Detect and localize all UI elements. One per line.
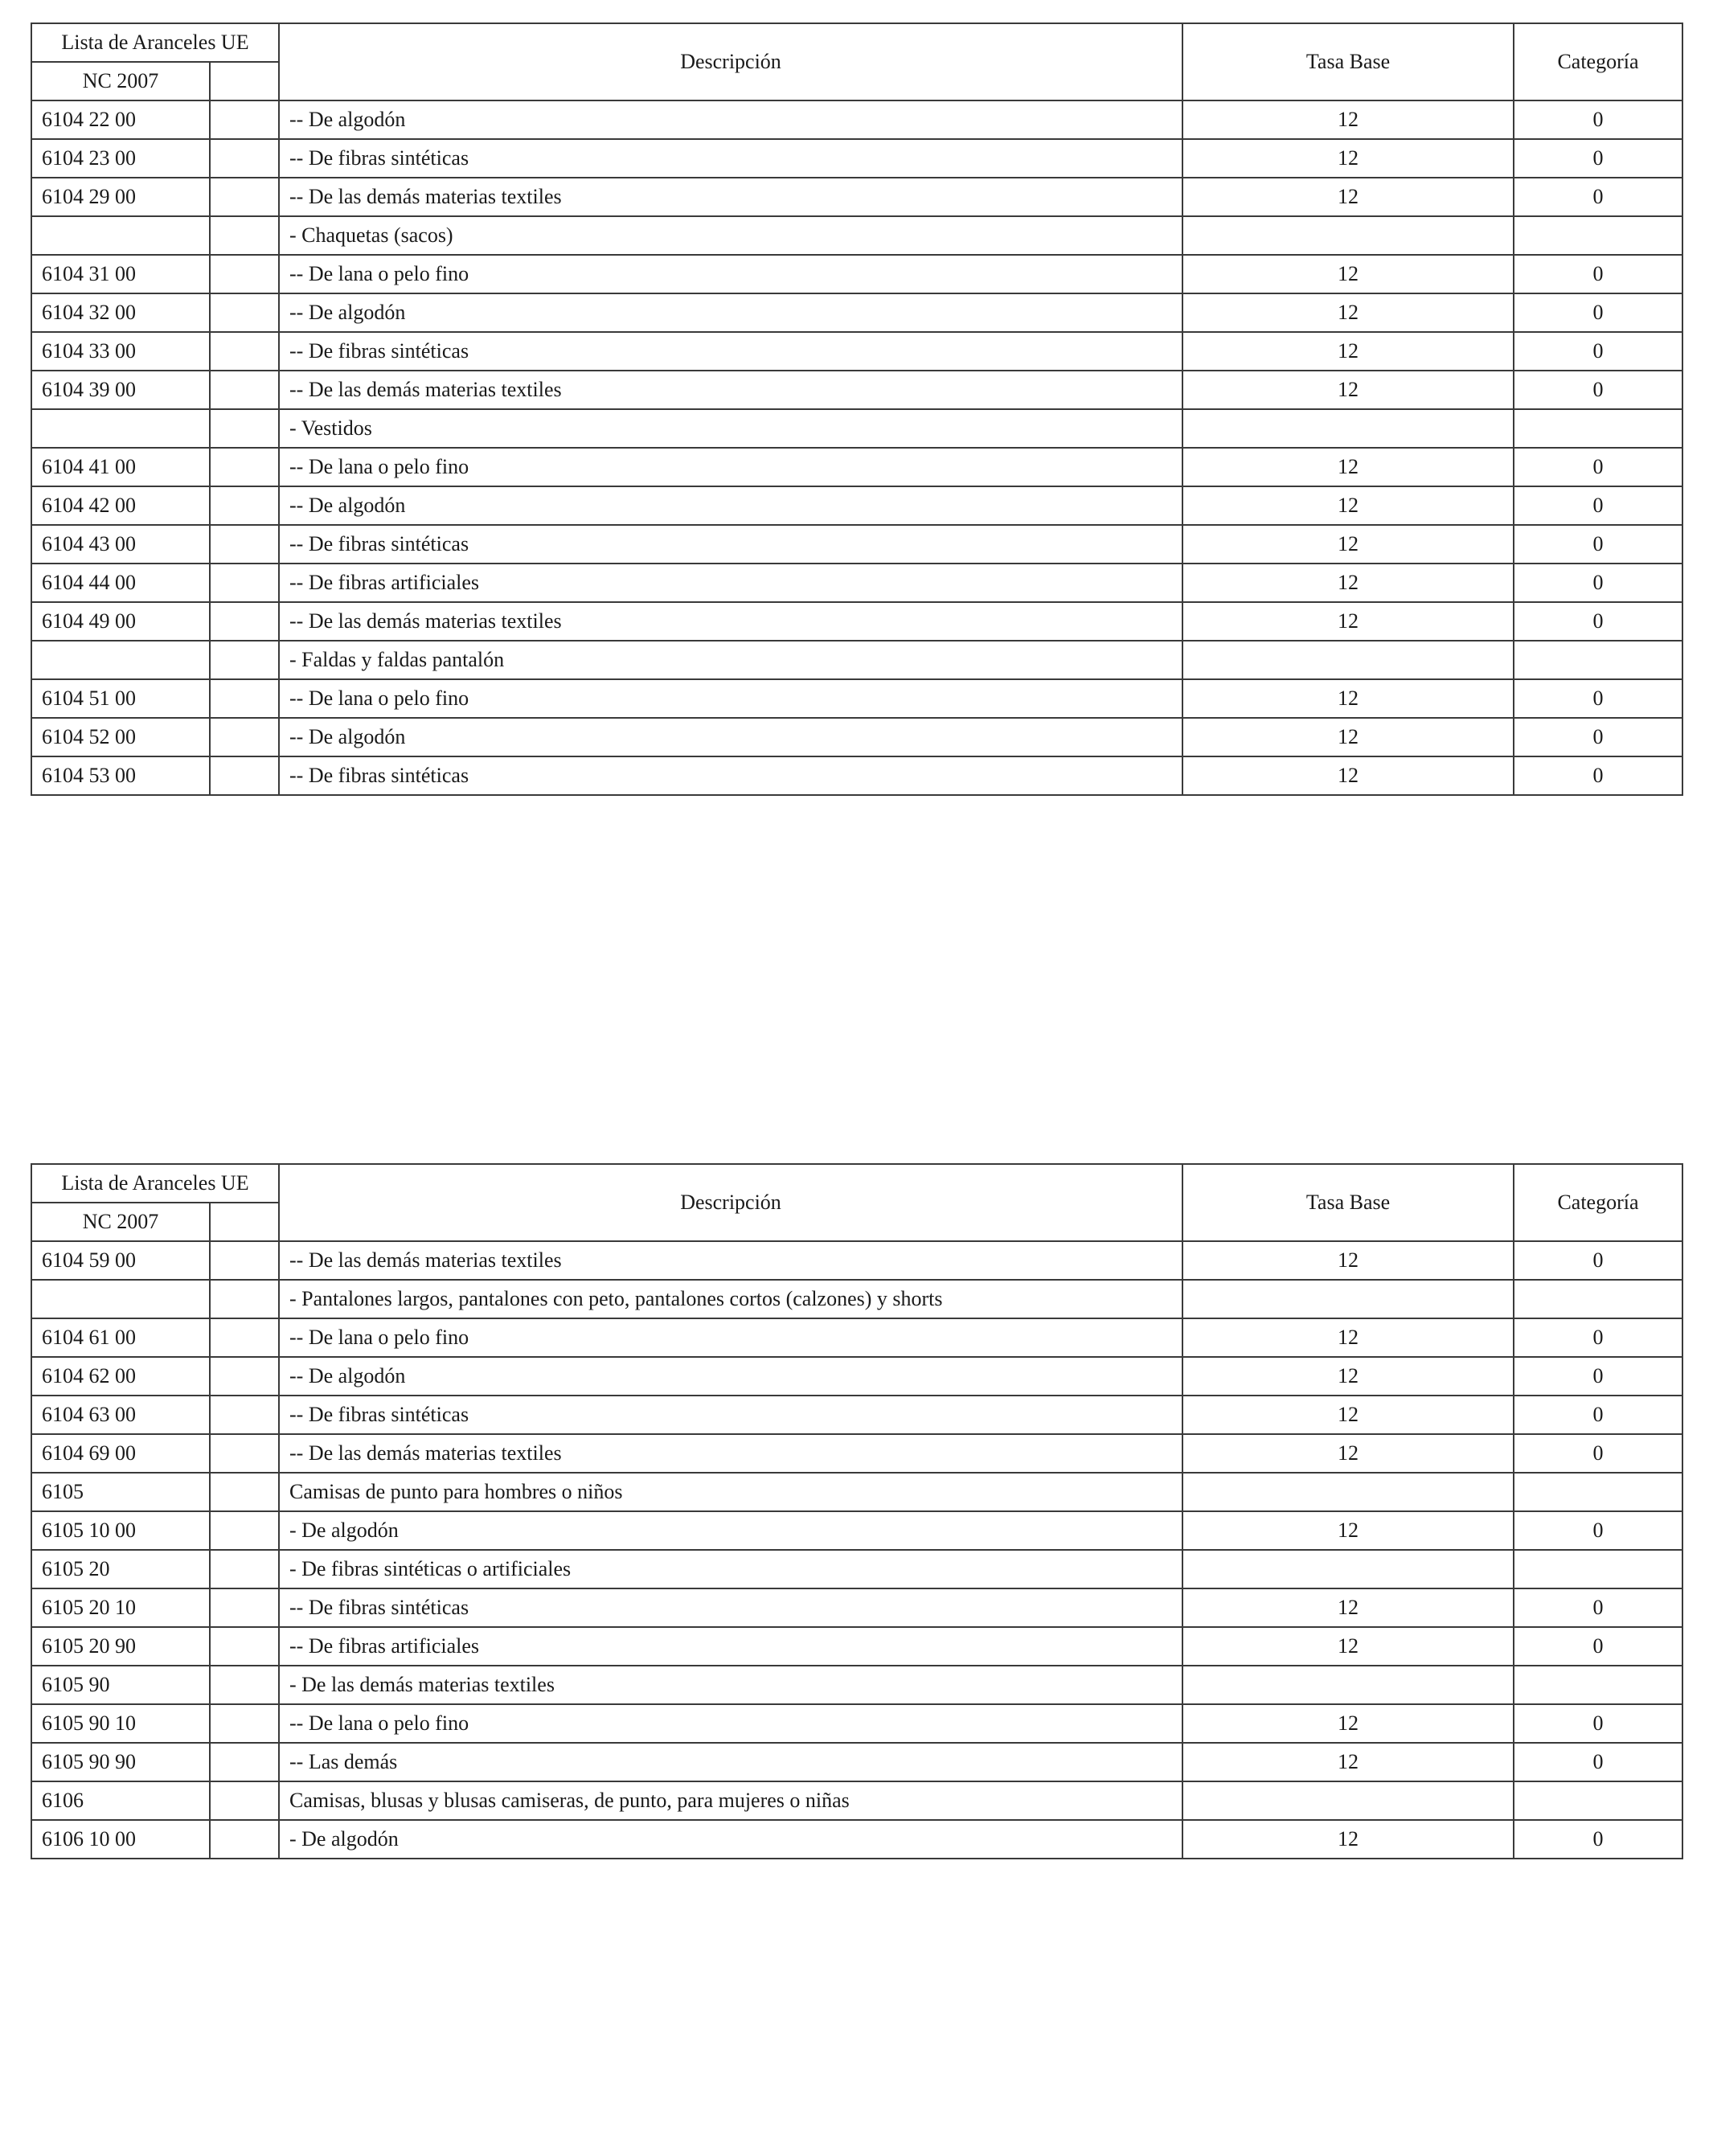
cell-sub <box>210 332 279 371</box>
cell-sub <box>210 448 279 486</box>
cell-tasa-base: 12 <box>1182 1318 1514 1357</box>
cell-nc-code: 6106 <box>31 1781 210 1820</box>
cell-categoria: 0 <box>1514 332 1682 371</box>
table-row <box>31 1357 1682 1396</box>
cell-sub <box>210 1781 279 1820</box>
header-empty-cell <box>210 1203 279 1241</box>
cell-nc-code <box>31 1280 210 1318</box>
cell-description: -- De lana o pelo fino <box>279 679 1182 718</box>
cell-nc-code: 6105 90 <box>31 1666 210 1704</box>
cell-categoria: 0 <box>1514 1357 1682 1396</box>
table-row <box>31 1704 1682 1743</box>
cell-tasa-base: 12 <box>1182 486 1514 525</box>
cell-categoria: 0 <box>1514 178 1682 216</box>
cell-tasa-base: 12 <box>1182 1434 1514 1473</box>
cell-categoria <box>1514 1473 1682 1511</box>
cell-tasa-base: 12 <box>1182 371 1514 409</box>
table-row <box>31 1473 1682 1511</box>
cell-categoria: 0 <box>1514 525 1682 564</box>
cell-categoria <box>1514 409 1682 448</box>
table-row <box>31 409 1682 448</box>
table-row <box>31 448 1682 486</box>
cell-description: - De fibras sintéticas o artificiales <box>279 1550 1182 1588</box>
cell-description: -- De las demás materias textiles <box>279 178 1182 216</box>
cell-categoria: 0 <box>1514 293 1682 332</box>
cell-nc-code: 6105 90 10 <box>31 1704 210 1743</box>
cell-description: -- De algodón <box>279 486 1182 525</box>
cell-sub <box>210 1396 279 1434</box>
cell-sub <box>210 100 279 139</box>
cell-description: Camisas de punto para hombres o niños <box>279 1473 1182 1511</box>
cell-nc-code: 6105 <box>31 1473 210 1511</box>
cell-description: -- De fibras sintéticas <box>279 525 1182 564</box>
table-body-1 <box>31 100 1682 795</box>
cell-nc-code: 6104 69 00 <box>31 1434 210 1473</box>
tariff-table-2 <box>31 1163 1683 1859</box>
table-row <box>31 1318 1682 1357</box>
table-row <box>31 100 1682 139</box>
table-row <box>31 756 1682 795</box>
table-row <box>31 1550 1682 1588</box>
cell-tasa-base: 12 <box>1182 1704 1514 1743</box>
cell-description: -- De fibras sintéticas <box>279 756 1182 795</box>
cell-nc-code: 6104 62 00 <box>31 1357 210 1396</box>
cell-categoria <box>1514 1550 1682 1588</box>
cell-tasa-base: 12 <box>1182 1357 1514 1396</box>
cell-tasa-base: 12 <box>1182 255 1514 293</box>
table-row <box>31 641 1682 679</box>
table-row <box>31 679 1682 718</box>
table-row <box>31 1666 1682 1704</box>
cell-categoria: 0 <box>1514 602 1682 641</box>
cell-description: - Vestidos <box>279 409 1182 448</box>
cell-nc-code: 6104 52 00 <box>31 718 210 756</box>
cell-categoria: 0 <box>1514 1704 1682 1743</box>
cell-tasa-base: 12 <box>1182 564 1514 602</box>
cell-sub <box>210 641 279 679</box>
cell-description: - De las demás materias textiles <box>279 1666 1182 1704</box>
table-row <box>31 178 1682 216</box>
cell-tasa-base: 12 <box>1182 1241 1514 1280</box>
table-row <box>31 293 1682 332</box>
table-row <box>31 1588 1682 1627</box>
cell-categoria: 0 <box>1514 756 1682 795</box>
header-categoria: Categoría <box>1514 23 1682 100</box>
header-lista-aranceles: Lista de Aranceles UE <box>31 23 279 62</box>
cell-sub <box>210 1666 279 1704</box>
table-row <box>31 486 1682 525</box>
cell-sub <box>210 1357 279 1396</box>
cell-categoria: 0 <box>1514 1318 1682 1357</box>
cell-description: - De algodón <box>279 1820 1182 1859</box>
cell-sub <box>210 255 279 293</box>
cell-description: -- De algodón <box>279 1357 1182 1396</box>
cell-tasa-base: 12 <box>1182 332 1514 371</box>
cell-tasa-base: 12 <box>1182 1743 1514 1781</box>
table-row <box>31 255 1682 293</box>
cell-tasa-base <box>1182 1550 1514 1588</box>
header-descripcion: Descripción <box>279 1164 1182 1241</box>
cell-description: -- De lana o pelo fino <box>279 1318 1182 1357</box>
cell-description: -- De algodón <box>279 100 1182 139</box>
cell-nc-code: 6104 22 00 <box>31 100 210 139</box>
table-row <box>31 525 1682 564</box>
cell-tasa-base: 12 <box>1182 1588 1514 1627</box>
table-row <box>31 718 1682 756</box>
cell-sub <box>210 602 279 641</box>
cell-tasa-base: 12 <box>1182 756 1514 795</box>
cell-categoria: 0 <box>1514 371 1682 409</box>
cell-description: -- De algodón <box>279 293 1182 332</box>
cell-sub <box>210 756 279 795</box>
cell-categoria: 0 <box>1514 718 1682 756</box>
table-row <box>31 1396 1682 1434</box>
cell-tasa-base: 12 <box>1182 1627 1514 1666</box>
table-row <box>31 216 1682 255</box>
cell-sub <box>210 564 279 602</box>
header-tasa-base: Tasa Base <box>1182 1164 1514 1241</box>
cell-nc-code: 6104 61 00 <box>31 1318 210 1357</box>
cell-tasa-base <box>1182 409 1514 448</box>
cell-nc-code: 6105 20 <box>31 1550 210 1588</box>
cell-sub <box>210 486 279 525</box>
cell-tasa-base: 12 <box>1182 679 1514 718</box>
cell-categoria: 0 <box>1514 1743 1682 1781</box>
cell-nc-code: 6104 33 00 <box>31 332 210 371</box>
table-row <box>31 564 1682 602</box>
cell-categoria: 0 <box>1514 679 1682 718</box>
cell-nc-code: 6104 42 00 <box>31 486 210 525</box>
cell-sub <box>210 1743 279 1781</box>
cell-sub <box>210 178 279 216</box>
cell-categoria <box>1514 1666 1682 1704</box>
cell-tasa-base <box>1182 1473 1514 1511</box>
cell-sub <box>210 216 279 255</box>
cell-categoria: 0 <box>1514 1511 1682 1550</box>
cell-description: -- De fibras artificiales <box>279 564 1182 602</box>
cell-sub <box>210 293 279 332</box>
table-row <box>31 1511 1682 1550</box>
cell-categoria: 0 <box>1514 1241 1682 1280</box>
cell-nc-code: 6104 51 00 <box>31 679 210 718</box>
cell-tasa-base: 12 <box>1182 293 1514 332</box>
cell-sub <box>210 1318 279 1357</box>
cell-tasa-base <box>1182 1666 1514 1704</box>
cell-sub <box>210 1820 279 1859</box>
cell-description: Camisas, blusas y blusas camiseras, de punto, para mujeres o niñas <box>279 1781 1182 1820</box>
cell-tasa-base <box>1182 216 1514 255</box>
header-descripcion: Descripción <box>279 23 1182 100</box>
cell-tasa-base: 12 <box>1182 718 1514 756</box>
cell-description: -- Las demás <box>279 1743 1182 1781</box>
cell-categoria: 0 <box>1514 1627 1682 1666</box>
cell-categoria: 0 <box>1514 564 1682 602</box>
cell-nc-code <box>31 641 210 679</box>
cell-description: -- De fibras sintéticas <box>279 332 1182 371</box>
cell-sub <box>210 1511 279 1550</box>
cell-sub <box>210 718 279 756</box>
cell-nc-code: 6104 23 00 <box>31 139 210 178</box>
header-empty-cell <box>210 62 279 100</box>
cell-nc-code: 6105 10 00 <box>31 1511 210 1550</box>
cell-description: - Pantalones largos, pantalones con peto, pantalones cortos (calzones) y shorts <box>279 1280 1182 1318</box>
table-row <box>31 371 1682 409</box>
cell-nc-code <box>31 216 210 255</box>
cell-tasa-base <box>1182 641 1514 679</box>
cell-nc-code: 6104 41 00 <box>31 448 210 486</box>
cell-description: -- De las demás materias textiles <box>279 602 1182 641</box>
header-categoria: Categoría <box>1514 1164 1682 1241</box>
cell-sub <box>210 1550 279 1588</box>
cell-categoria: 0 <box>1514 486 1682 525</box>
cell-tasa-base: 12 <box>1182 448 1514 486</box>
cell-tasa-base: 12 <box>1182 100 1514 139</box>
cell-sub <box>210 525 279 564</box>
cell-categoria: 0 <box>1514 139 1682 178</box>
cell-categoria: 0 <box>1514 1434 1682 1473</box>
cell-description: - De algodón <box>279 1511 1182 1550</box>
cell-categoria <box>1514 641 1682 679</box>
cell-description: -- De las demás materias textiles <box>279 1241 1182 1280</box>
cell-tasa-base: 12 <box>1182 1396 1514 1434</box>
cell-description: -- De lana o pelo fino <box>279 255 1182 293</box>
table-body-2 <box>31 1241 1682 1859</box>
cell-categoria <box>1514 1280 1682 1318</box>
cell-sub <box>210 139 279 178</box>
cell-tasa-base: 12 <box>1182 139 1514 178</box>
cell-nc-code: 6105 20 10 <box>31 1588 210 1627</box>
header-nc-2007: NC 2007 <box>31 62 210 100</box>
header-tasa-base: Tasa Base <box>1182 23 1514 100</box>
table-row <box>31 139 1682 178</box>
cell-nc-code: 6104 53 00 <box>31 756 210 795</box>
cell-tasa-base: 12 <box>1182 602 1514 641</box>
cell-categoria <box>1514 1781 1682 1820</box>
cell-nc-code: 6104 39 00 <box>31 371 210 409</box>
table-row <box>31 1280 1682 1318</box>
cell-nc-code: 6104 59 00 <box>31 1241 210 1280</box>
cell-sub <box>210 371 279 409</box>
header-lista-aranceles: Lista de Aranceles UE <box>31 1164 279 1203</box>
cell-nc-code: 6106 10 00 <box>31 1820 210 1859</box>
cell-description: - Faldas y faldas pantalón <box>279 641 1182 679</box>
cell-description: -- De las demás materias textiles <box>279 371 1182 409</box>
cell-sub <box>210 1241 279 1280</box>
cell-sub <box>210 1473 279 1511</box>
table-row <box>31 1743 1682 1781</box>
cell-sub <box>210 679 279 718</box>
tariff-table-1 <box>31 23 1683 796</box>
cell-nc-code: 6104 44 00 <box>31 564 210 602</box>
table-row <box>31 1781 1682 1820</box>
cell-description: - Chaquetas (sacos) <box>279 216 1182 255</box>
cell-sub <box>210 1588 279 1627</box>
cell-nc-code: 6105 90 90 <box>31 1743 210 1781</box>
cell-sub <box>210 409 279 448</box>
cell-tasa-base: 12 <box>1182 1511 1514 1550</box>
cell-tasa-base: 12 <box>1182 1820 1514 1859</box>
table-row <box>31 332 1682 371</box>
cell-nc-code: 6104 49 00 <box>31 602 210 641</box>
cell-categoria: 0 <box>1514 100 1682 139</box>
cell-description: -- De las demás materias textiles <box>279 1434 1182 1473</box>
cell-description: -- De lana o pelo fino <box>279 1704 1182 1743</box>
cell-description: -- De fibras sintéticas <box>279 1588 1182 1627</box>
table-row <box>31 1434 1682 1473</box>
table-row <box>31 1820 1682 1859</box>
cell-sub <box>210 1434 279 1473</box>
cell-sub <box>210 1627 279 1666</box>
cell-nc-code: 6104 31 00 <box>31 255 210 293</box>
cell-nc-code: 6104 43 00 <box>31 525 210 564</box>
cell-nc-code: 6104 29 00 <box>31 178 210 216</box>
cell-description: -- De algodón <box>279 718 1182 756</box>
cell-nc-code: 6104 63 00 <box>31 1396 210 1434</box>
cell-categoria: 0 <box>1514 1396 1682 1434</box>
table-row <box>31 1627 1682 1666</box>
cell-categoria: 0 <box>1514 448 1682 486</box>
cell-categoria: 0 <box>1514 1820 1682 1859</box>
cell-sub <box>210 1280 279 1318</box>
cell-sub <box>210 1704 279 1743</box>
cell-tasa-base: 12 <box>1182 178 1514 216</box>
cell-description: -- De fibras sintéticas <box>279 139 1182 178</box>
table-row <box>31 1241 1682 1280</box>
cell-tasa-base <box>1182 1280 1514 1318</box>
header-nc-2007: NC 2007 <box>31 1203 210 1241</box>
cell-tasa-base <box>1182 1781 1514 1820</box>
cell-categoria <box>1514 216 1682 255</box>
cell-description: -- De fibras artificiales <box>279 1627 1182 1666</box>
cell-tasa-base: 12 <box>1182 525 1514 564</box>
cell-categoria: 0 <box>1514 255 1682 293</box>
cell-nc-code: 6104 32 00 <box>31 293 210 332</box>
cell-description: -- De fibras sintéticas <box>279 1396 1182 1434</box>
cell-categoria: 0 <box>1514 1588 1682 1627</box>
cell-nc-code: 6105 20 90 <box>31 1627 210 1666</box>
cell-nc-code <box>31 409 210 448</box>
cell-description: -- De lana o pelo fino <box>279 448 1182 486</box>
table-row <box>31 602 1682 641</box>
